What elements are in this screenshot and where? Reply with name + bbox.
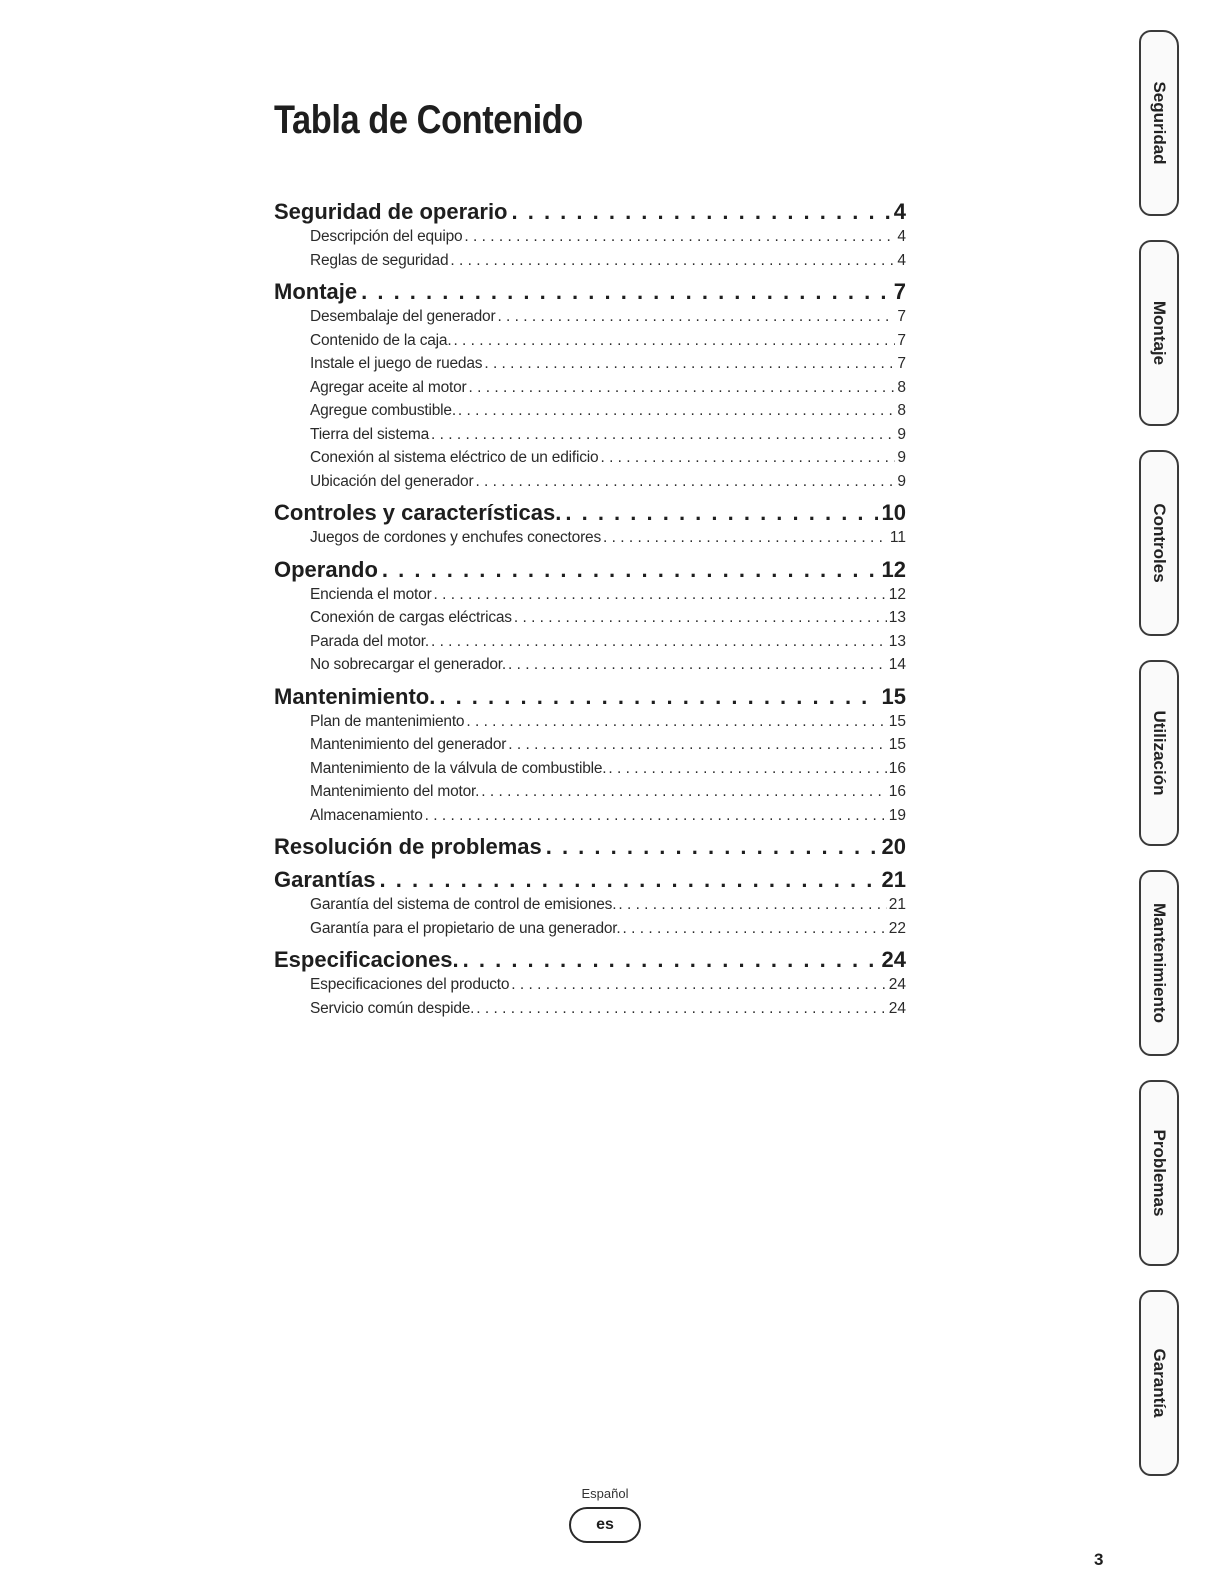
dot-leader: [434, 583, 887, 607]
toc-item-label: Especificaciones del producto: [310, 976, 510, 993]
side-tab[interactable]: [1139, 450, 1179, 636]
toc-section-page: 24: [881, 947, 906, 972]
toc-section: [274, 198, 906, 272]
side-tab-label: Controles: [1150, 503, 1169, 583]
dot-leader: [464, 225, 895, 249]
toc-item-label: Mantenimiento del generador: [310, 736, 507, 753]
toc-section-label: Mantenimiento.: [274, 683, 436, 709]
side-tab[interactable]: [1139, 240, 1179, 426]
toc-item-entry[interactable]: [274, 710, 906, 734]
toc-section-entry[interactable]: [274, 866, 906, 893]
toc-item-entry[interactable]: [274, 376, 906, 400]
dot-leader: [608, 757, 886, 781]
toc-item-label: Juegos de cordones y enchufes conectores: [310, 529, 601, 546]
dot-leader: [450, 249, 895, 273]
toc-item-page: 21: [888, 896, 906, 913]
dot-leader: [603, 526, 888, 550]
toc-item-entry[interactable]: [274, 583, 906, 607]
dot-leader: [382, 556, 878, 583]
toc-item-label: Conexión al sistema eléctrico de un edificio: [310, 449, 599, 466]
dot-leader: [497, 305, 895, 329]
side-tab[interactable]: [1139, 1290, 1179, 1476]
side-tab-label: Montaje: [1150, 300, 1169, 366]
toc-item-entry[interactable]: [274, 526, 906, 550]
toc-section-label: Seguridad de operario: [274, 199, 508, 224]
toc-item-page: 15: [888, 736, 906, 753]
toc-item-page: 22: [888, 919, 906, 937]
dot-leader: [511, 973, 886, 997]
toc-item-label: Desembalaje del generador: [310, 308, 496, 325]
toc-section: [274, 683, 906, 828]
dot-leader: [431, 630, 887, 654]
toc-item-page: 9: [897, 472, 906, 490]
toc-item-label: Ubicación del generador: [310, 472, 474, 490]
toc-item-page: 7: [897, 355, 906, 372]
side-tab[interactable]: [1139, 660, 1179, 846]
page-number: 3: [1094, 1550, 1104, 1569]
toc-item-label: Servicio común despide.: [310, 999, 475, 1017]
toc-section-entry[interactable]: [274, 198, 906, 225]
toc-section-label: Especificaciones.: [274, 947, 459, 972]
toc-item-label: Instale el juego de ruedas: [310, 355, 483, 372]
side-tab[interactable]: [1139, 30, 1179, 216]
toc-item-entry[interactable]: [274, 973, 906, 997]
toc-item-entry[interactable]: [274, 225, 906, 249]
toc-section-page: 4: [893, 199, 906, 224]
footer-language: Español: [581, 1486, 629, 1501]
toc-item-page: 4: [897, 228, 906, 245]
toc-item-entry[interactable]: [274, 733, 906, 757]
toc-section: [274, 499, 906, 550]
dot-leader: [431, 423, 895, 447]
toc-section-page: 20: [881, 834, 906, 859]
toc-section-label: Montaje: [274, 279, 358, 304]
toc-item-label: Mantenimiento de la válvula de combustible.: [310, 759, 607, 777]
dot-leader: [439, 683, 877, 710]
toc-item-entry[interactable]: [274, 399, 906, 423]
toc-section: [274, 833, 906, 860]
toc-item-page: 13: [888, 632, 906, 650]
toc-section-page: 7: [893, 279, 906, 304]
toc-item-page: 9: [897, 449, 906, 466]
side-tab-label: Garantía: [1150, 1348, 1169, 1418]
toc-item-label: Garantía para el propietario de una generador.: [310, 919, 621, 937]
dot-leader: [466, 710, 886, 734]
toc-section-entry[interactable]: [274, 499, 906, 526]
toc-item-page: 8: [897, 402, 906, 419]
dot-leader: [508, 733, 887, 757]
toc-section-entry[interactable]: [274, 946, 906, 973]
toc-item-label: Plan de mantenimiento: [310, 712, 465, 730]
dot-leader: [508, 653, 887, 677]
dot-leader: [476, 997, 886, 1021]
toc-section: [274, 946, 906, 1020]
toc-item-page: 7: [897, 331, 906, 349]
toc-item-entry[interactable]: [274, 423, 906, 447]
toc-section-entry[interactable]: [274, 833, 906, 860]
toc-item-label: Conexión de cargas eléctricas: [310, 609, 512, 626]
toc-section-label: Garantías: [274, 867, 376, 892]
toc-item-page: 24: [888, 999, 906, 1017]
toc-item-label: Contenido de la caja.: [310, 331, 452, 349]
toc-item-label: Agregar aceite al motor: [310, 378, 467, 396]
dot-leader: [514, 606, 887, 630]
toc-item-label: Agregue combustible.: [310, 402, 456, 419]
page-title: Tabla de Contenido: [274, 98, 583, 142]
toc-section-entry[interactable]: [274, 278, 906, 305]
toc-item-page: 11: [889, 529, 906, 546]
dot-leader: [623, 917, 887, 941]
dot-leader: [469, 376, 896, 400]
dot-leader: [380, 866, 878, 893]
toc-item-page: 15: [888, 712, 906, 730]
toc-item-entry[interactable]: [274, 249, 906, 273]
toc-item-entry[interactable]: [274, 917, 906, 941]
toc-item-page: 24: [888, 976, 906, 993]
toc-item-entry[interactable]: [274, 893, 906, 917]
toc-item-page: 4: [897, 251, 906, 269]
dot-leader: [565, 499, 877, 526]
dot-leader: [453, 329, 895, 353]
dot-leader: [361, 278, 890, 305]
side-tab-label: Utilización: [1150, 710, 1169, 796]
toc-item-page: 19: [888, 806, 906, 824]
toc-item-label: Encienda el motor: [310, 585, 432, 603]
toc-item-page: 8: [897, 378, 906, 396]
side-tab[interactable]: [1139, 1080, 1179, 1266]
toc-item-entry[interactable]: [274, 780, 906, 804]
toc-item-page: 14: [888, 656, 906, 673]
toc-item-label: Reglas de seguridad: [310, 251, 449, 269]
dot-leader: [475, 470, 895, 494]
toc-item-label: Descripción del equipo: [310, 228, 463, 245]
toc-section: [274, 866, 906, 940]
dot-leader: [618, 893, 886, 917]
side-tab[interactable]: [1139, 870, 1179, 1056]
dot-leader: [481, 780, 887, 804]
toc-item-label: Tierra del sistema: [310, 425, 429, 443]
toc-item-label: Almacenamiento: [310, 806, 423, 824]
toc-item-entry[interactable]: [274, 653, 906, 677]
toc-item-entry[interactable]: [274, 470, 906, 494]
side-tab-label: Mantenimiento: [1150, 903, 1169, 1023]
toc-item-entry[interactable]: [274, 804, 906, 828]
toc-section-page: 15: [881, 683, 906, 709]
toc-item-page: 13: [888, 609, 906, 626]
toc-item-entry[interactable]: [274, 606, 906, 630]
toc-section: [274, 278, 906, 493]
toc-item-entry[interactable]: [274, 757, 906, 781]
side-tab-label: Seguridad: [1150, 81, 1169, 165]
dot-leader: [425, 804, 887, 828]
toc-section-label: Resolución de problemas: [274, 834, 542, 859]
toc-item-entry[interactable]: [274, 630, 906, 654]
toc-section-entry[interactable]: [274, 556, 906, 583]
toc-section: [274, 556, 906, 677]
toc-item-page: 7: [897, 308, 906, 325]
dot-leader: [546, 833, 878, 860]
toc-item-label: No sobrecargar el generador.: [310, 656, 507, 673]
toc-item-page: 12: [888, 585, 906, 603]
toc-section-page: 21: [881, 867, 906, 892]
toc-section-label: Operando: [274, 556, 378, 582]
dot-leader: [463, 946, 878, 973]
language-badge: es: [569, 1507, 641, 1543]
toc-item-page: 16: [888, 783, 906, 800]
dot-leader: [458, 399, 895, 423]
toc-item-label: Garantía del sistema de control de emisiones.: [310, 896, 617, 913]
toc-item-label: Parada del motor.: [310, 632, 429, 650]
toc-section-page: 12: [881, 556, 906, 582]
toc-item-entry[interactable]: [274, 329, 906, 353]
dot-leader: [484, 352, 895, 376]
toc-item-entry[interactable]: [274, 997, 906, 1021]
table-of-contents: [274, 198, 906, 1026]
side-tab-label: Problemas: [1150, 1129, 1169, 1217]
toc-item-entry[interactable]: [274, 352, 906, 376]
toc-section-entry[interactable]: [274, 683, 906, 710]
dot-leader: [512, 198, 890, 225]
toc-item-page: 9: [897, 425, 906, 443]
toc-section-page: 10: [881, 500, 906, 525]
toc-item-page: 16: [888, 759, 906, 777]
toc-item-label: Mantenimiento del motor.: [310, 783, 480, 800]
toc-item-entry[interactable]: [274, 446, 906, 470]
dot-leader: [600, 446, 895, 470]
toc-item-entry[interactable]: [274, 305, 906, 329]
toc-section-label: Controles y características.: [274, 500, 562, 525]
